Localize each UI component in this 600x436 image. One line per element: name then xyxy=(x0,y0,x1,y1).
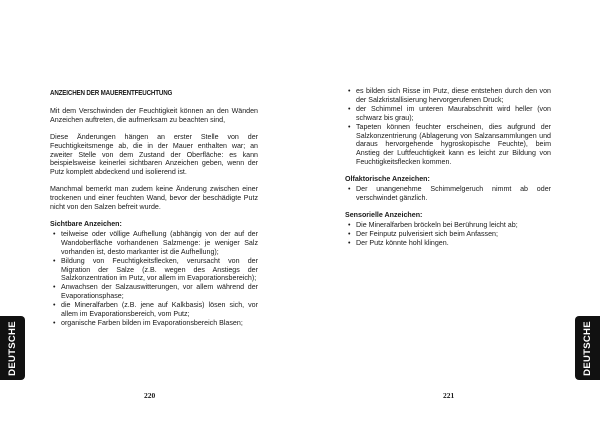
list-item: • Der unangenehme Schimmelgeruch nimmt ab oder verschwindet gänzlich. xyxy=(348,185,551,202)
language-tab-label: DEUTSCHE xyxy=(7,320,18,376)
list-item: • Tapeten können feuchter erscheinen, dies aufgrund der Salzkonzentrierung (Ablagerung von Salzansammlungen und daraus hervorgehende hygroskopische Feuchte), beim Anstieg der Luftfeuchtigkeit kann es leicht zur Bildung von Feuchtigkeitsflecken kommen. xyxy=(348,122,551,167)
list-item: • teilweise oder völlige Aufhellung (abhängig von der auf der Wandoberfläche vorhandenen Salzmenge: je weniger Salz vorhanden ist, desto markanter ist die Aufhellung); xyxy=(53,229,258,256)
bullet-icon: • xyxy=(348,122,351,131)
language-tab-left xyxy=(0,316,25,380)
page-number-right: 221 xyxy=(443,391,455,400)
olfactory-signs-list xyxy=(345,185,551,203)
list-item: • Der Putz könnte hohl klingen. xyxy=(348,238,449,247)
list-item: • Die Mineralfarben bröckeln bei Berührung leicht ab; xyxy=(348,220,518,229)
list-item: • der Schimmel im unteren Maurabschnitt wird heller (von schwarz bis grau); xyxy=(348,104,551,122)
visible-signs-list xyxy=(50,230,258,328)
list-item: • organische Farben bilden im Evaporationsbereich Blasen; xyxy=(53,318,243,327)
left-text-column xyxy=(50,89,258,336)
bullet-icon: • xyxy=(348,238,351,247)
intro-paragraph: Mit dem Verschwinden der Feuchtigkeit können an den Wänden Anzeichen auftreten, die aufmerksam zu beachten sind, xyxy=(50,106,258,124)
sensorial-signs-list xyxy=(345,221,551,248)
visible-signs-heading: Sichtbare Anzeichen: xyxy=(50,219,122,228)
bullet-icon: • xyxy=(348,220,351,229)
list-item: • es bilden sich Risse im Putz, diese entstehen durch den von der Salzkristallisierung hervorgerufenen Druck; xyxy=(348,87,551,104)
continued-visible-signs-list xyxy=(345,87,551,167)
bullet-icon: • xyxy=(348,185,351,194)
plaster-paragraph: Manchmal bemerkt man zudem keine Änderung zwischen einer trockenen und einer feuchten Wand, bevor der beschädigte Putz nicht von den Salzen befreit wurde. xyxy=(50,185,258,212)
bullet-icon: • xyxy=(53,256,56,265)
bullet-icon: • xyxy=(348,229,351,238)
bullet-icon: • xyxy=(53,229,56,238)
section-title: ANZEICHEN DER MAUERENTFEUCHTUNG xyxy=(50,88,173,97)
page-gutter xyxy=(299,0,300,436)
page-number-left: 220 xyxy=(144,391,156,400)
language-tab-right xyxy=(575,316,600,380)
olfactory-signs-heading: Olfaktorische Anzeichen: xyxy=(345,175,430,184)
bullet-icon: • xyxy=(348,87,351,95)
bullet-icon: • xyxy=(53,283,56,292)
list-item: • Anwachsen der Salzauswitterungen, vor allem während der Evaporationsphase; xyxy=(53,283,258,301)
list-item: • die Mineralfarben (z.B. jene auf Kalkbasis) lösen sich, vor allem im Evaporationsbereich, vom Putz; xyxy=(53,301,258,319)
right-text-column xyxy=(345,87,551,256)
bullet-icon: • xyxy=(53,318,56,327)
bullet-icon: • xyxy=(53,301,56,310)
list-item: • Bildung von Feuchtigkeitsflecken, verursacht von der Migration der Salze (z.B. wegen des Anstiegs der Salzkonzentration im Putz, vor allem im Evaporationsbereich); xyxy=(53,256,258,283)
changes-paragraph: Diese Änderungen hängen an erster Stelle von der Feuchtigkeitsmenge ab, die in der Mauer enthalten war; an zweiter Stelle von dem Zustand der Oberfläche: es kann beispielsweise keinerlei sichtbaren Anzeichen geben, wenn der Putz komplett abdeckend und isolierend ist. xyxy=(50,132,258,177)
list-item: • Der Feinputz pulverisiert sich beim Anfassen; xyxy=(348,229,498,238)
bullet-icon: • xyxy=(348,104,351,113)
language-tab-label: DEUTSCHE xyxy=(582,320,593,376)
sensorial-signs-heading: Sensorielle Anzeichen: xyxy=(345,210,423,219)
